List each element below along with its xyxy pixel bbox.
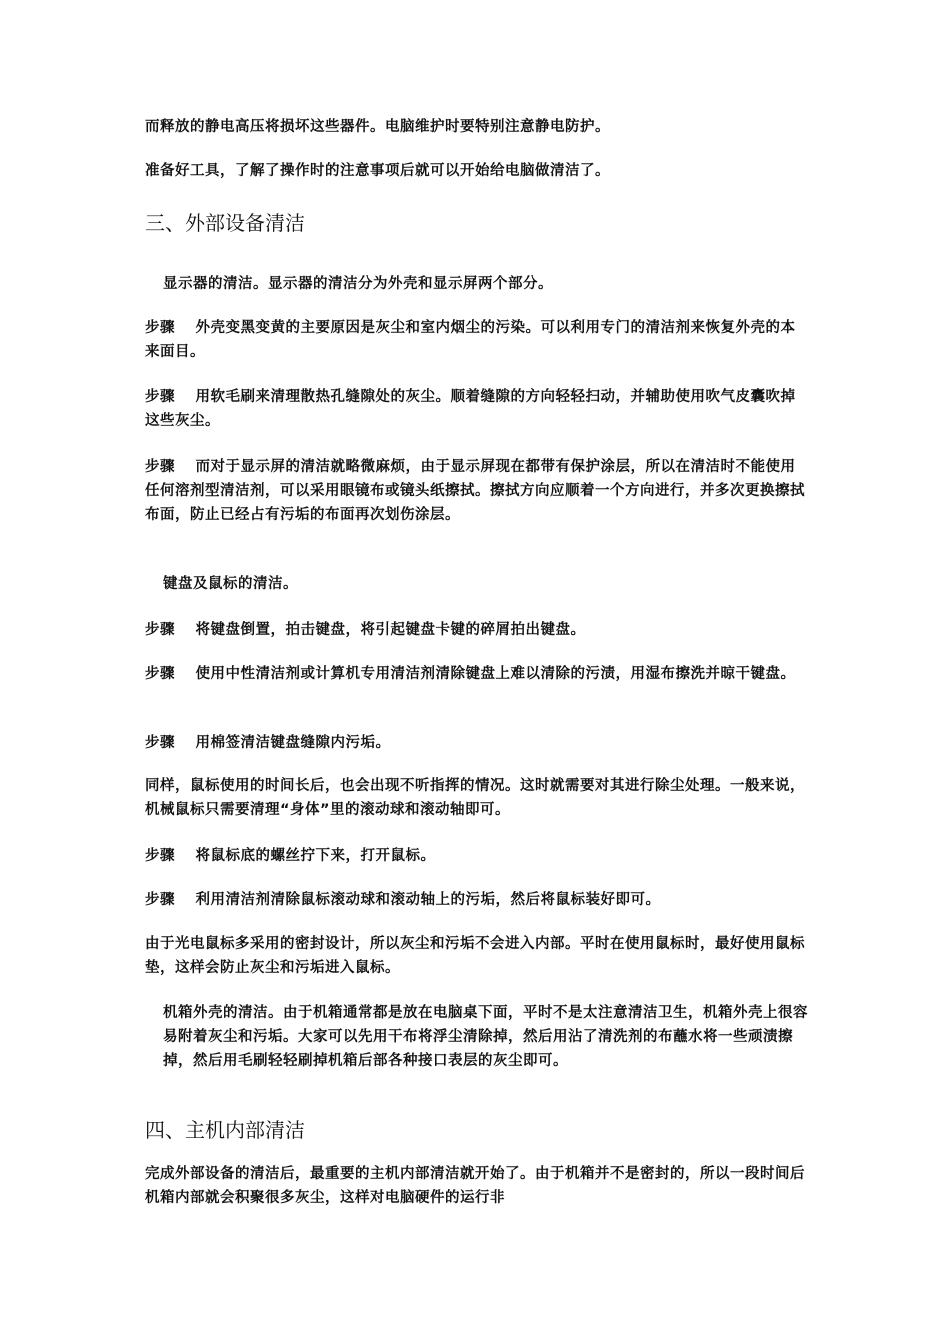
paragraph-step-cotton-swab: 步骤 用棉签清洁键盘缝隙内污垢。	[145, 735, 391, 751]
paragraph-step-clean-mouse: 步骤 利用清洁剂清除鼠标滚动球和滚动轴上的污垢，然后将鼠标装好即可。	[145, 892, 661, 908]
paragraph-optical-mouse: 由于光电鼠标多采用的密封设计，所以灰尘和污垢不会进入内部。平时在使用鼠标时，最好使用鼠标垫，这样会防止灰尘和污垢进入鼠标。	[145, 936, 805, 976]
paragraph-case-cleaning: 机箱外壳的清洁。由于机箱通常都是放在电脑桌下面，平时不是太注意清洁卫生，机箱外壳上很容易附着灰尘和污垢。大家可以先用干布将浮尘清除掉，然后用沾了清洗剂的布蘸水将一些顽渍擦掉，然后用毛刷轻轻刷掉机箱后部各种接口表层的灰尘即可。	[163, 1005, 808, 1069]
paragraph-keyboard-mouse-cleaning: 键盘及鼠标的清洁。	[163, 576, 298, 592]
section-heading-external-cleaning: 三、外部设备清洁	[145, 211, 305, 235]
paragraph-step-monitor-shell: 步骤 外壳变黑变黄的主要原因是灰尘和室内烟尘的污染。可以利用专门的清洁剂来恢复外壳的本来面目。	[145, 320, 796, 360]
paragraph-step-open-mouse: 步骤 将鼠标底的螺丝拧下来，打开鼠标。	[145, 848, 436, 864]
section-heading-internal-cleaning: 四、主机内部清洁	[145, 1118, 305, 1142]
paragraph-mouse-dust: 同样，鼠标使用的时间长后，也会出现不听指挥的情况。这时就需要对其进行除尘处理。一般来说，机械鼠标只需要清理“身体”里的滚动球和滚动轴即可。	[145, 778, 805, 818]
paragraph-step-screen-cleaning: 步骤 而对于显示屏的清洁就略微麻烦，由于显示屏现在都带有保护涂层，所以在清洁时不能使用任何溶剂型清洁剂，可以采用眼镜布或镜头纸擦拭。擦拭方向应顺着一个方向进行，并多次更换擦拭布面，防止已经占有污垢的布面再次划伤涂层。	[145, 459, 805, 523]
paragraph-static-protection: 而释放的静电高压将损坏这些器件。电脑维护时要特别注意静电防护。	[145, 119, 610, 135]
paragraph-internal-intro: 完成外部设备的清洁后，最重要的主机内部清洁就开始了。由于机箱并不是密封的，所以一段时间后机箱内部就会积聚很多灰尘，这样对电脑硬件的运行非	[145, 1166, 805, 1206]
paragraph-prepare-tools: 准备好工具，了解了操作时的注意事项后就可以开始给电脑做清洁了。	[145, 163, 610, 179]
paragraph-step-keyboard-detergent: 步骤 使用中性清洁剂或计算机专用清洁剂清除键盘上难以清除的污渍，用湿布擦洗并晾干键盘。	[145, 666, 796, 682]
paragraph-step-keyboard-tap: 步骤 将键盘倒置，拍击键盘，将引起键盘卡键的碎屑拍出键盘。	[145, 622, 586, 638]
paragraph-step-vent-dust: 步骤 用软毛刷来清理散热孔缝隙处的灰尘。顺着缝隙的方向轻轻扫动，并辅助使用吹气皮囊吹掉这些灰尘。	[145, 389, 796, 429]
paragraph-monitor-cleaning: 显示器的清洁。显示器的清洁分为外壳和显示屏两个部分。	[163, 276, 553, 292]
